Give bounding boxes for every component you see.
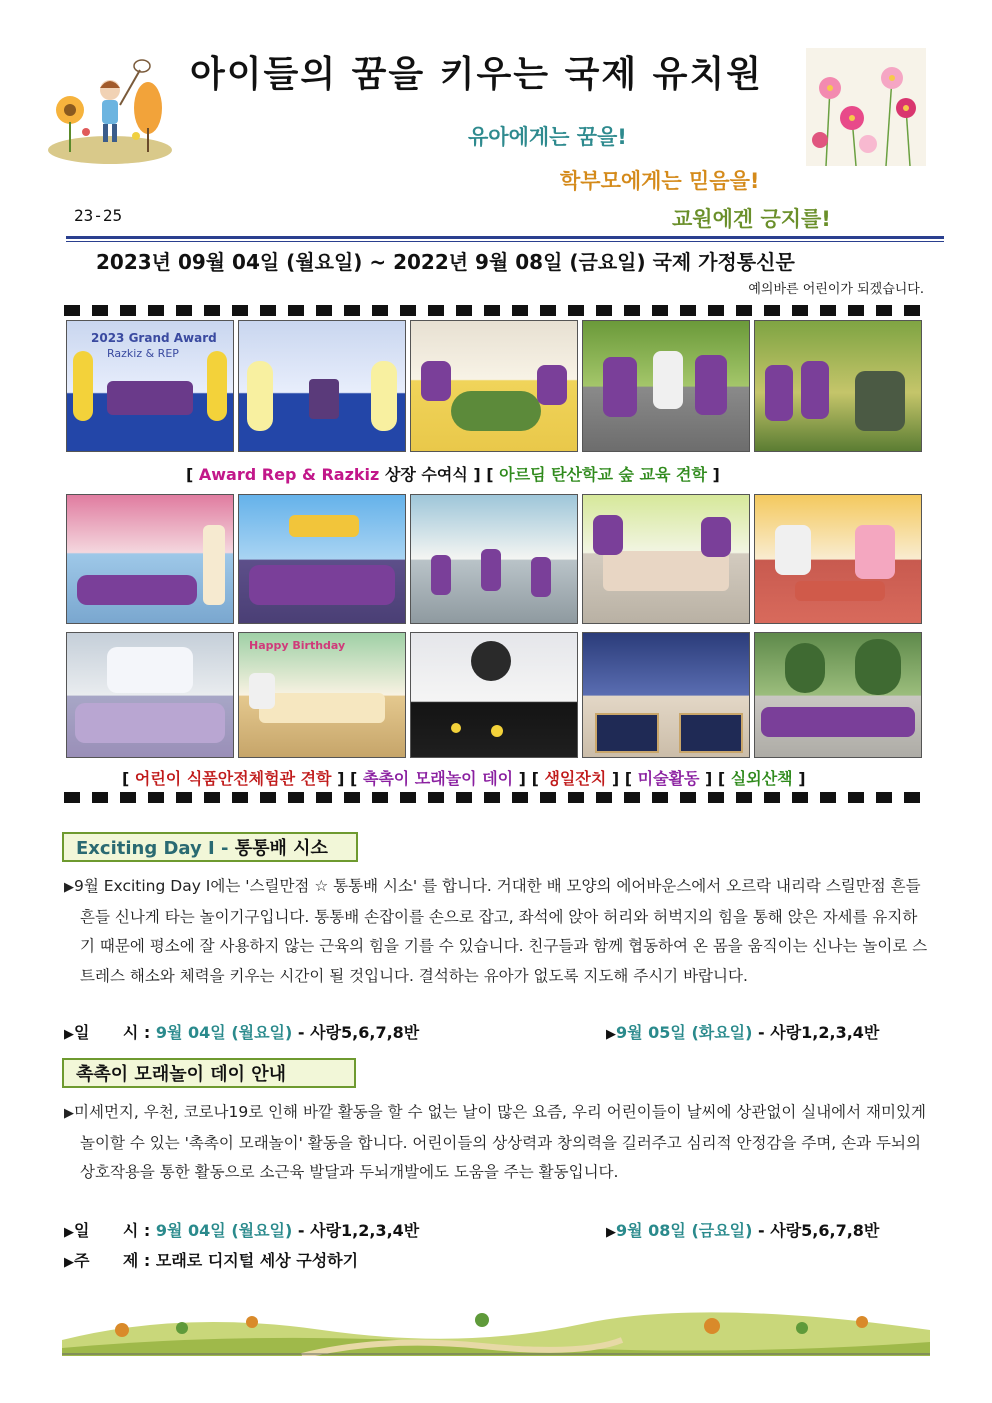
arrow-right-icon: ▶: [64, 1225, 74, 1240]
photo-art-starry-night: [582, 632, 750, 758]
caption-award: Award Rep & Razkiz: [198, 465, 380, 484]
issue-number: 23-25: [74, 206, 123, 225]
photo-outdoor-walk: [754, 632, 922, 758]
section1-schedule-row: [64, 1020, 419, 1043]
filmstrip-top: [64, 305, 926, 316]
arrow-right-icon: ▶: [64, 880, 74, 895]
schedule-date-2: 9월 08일 (금요일): [616, 1221, 753, 1240]
section1-text: 9월 Exciting Day Ⅰ에는 '스릴만점 ☆ 통통배 시소' 를 합니다. 거대한 배 모양의 에어바운스에서 오르락 내리락 스릴만점 흔들흔들 신나게 타는 놀이기구입니다. 통통배 손잡이를 손으로 잡고, 좌석에 앉아 허리와 허벅지의 힘을 통해 앉은 자세를 유지하기 때문에 평소에 잘 사용하지 않는 근육의 힘을 기를 수 있습니다. 친구들과 함께 협동하여 온 몸을 움직이는 신나는 놀이로 스트레스 해소와 체력을 키우는 시간이 될 것입니다. 결석하는 유아가 없도록 지도해 주시기 바랍니다.: [74, 877, 928, 985]
motto: 예의바른 어린이가 되겠습니다.: [748, 282, 924, 297]
caption-walk: 실외산책: [730, 769, 793, 788]
photo-dance-hall: [410, 494, 578, 624]
page-title: 아이들의 꿈을 키우는 국제 유치원: [190, 54, 763, 95]
section2-schedule-row: [64, 1218, 419, 1241]
cosmos-flowers-illustration: [806, 48, 926, 166]
header-divider: [66, 236, 944, 239]
header-divider-thin: [66, 241, 944, 242]
caption-bracket: [: [186, 465, 194, 484]
topic-label: 주 제 :: [74, 1251, 156, 1270]
schedule-label: 일 시 :: [74, 1221, 156, 1240]
caption-sand-day: 촉촉이 모래놀이 데이: [362, 769, 514, 788]
arrow-right-icon: ▶: [606, 1225, 616, 1240]
section-title-exciting-day: [62, 832, 358, 862]
schedule-date-2: 9월 05일 (화요일): [616, 1023, 753, 1042]
section2-schedule-row-2: [606, 1218, 879, 1241]
landscape-footer-illustration: [62, 1300, 930, 1356]
section2-text: 미세먼지, 우천, 코로나19로 인해 바깥 활동을 할 수 없는 날이 많은 요즘, 우리 어린이들이 날씨에 상관없이 실내에서 재미있게 놀이할 수 있는 '촉촉이 모래놀이' 활동을 합니다. 어린이들의 상상력과 창의력을 길러주고 심리적 안정감을 주며, 손과 두뇌의 상호작용을 통한 활동으로 소근육 발달과 두뇌개발에도 도움을 주는 활동입니다.: [74, 1103, 926, 1181]
gallery-caption-row3: [ 어린이 식품안전체험관 견학 ] [ 촉촉이 모래놀이 데이 ] [ 생일잔치 ] [ 미술활동 ] [ 실외산책 ]: [122, 769, 806, 788]
caption-bracket: ]: [712, 465, 720, 484]
photo-birthday-screen: [66, 632, 234, 758]
photo-forest-craft: [410, 320, 578, 452]
schedule-class-2: - 사랑5,6,7,8반: [752, 1221, 880, 1240]
newsletter-headline: 2023년 09월 04일 (월요일) ~ 2022년 9월 08일 (금요일) 국제 가정통신문: [96, 250, 795, 274]
caption-food-safety: 어린이 식품안전체험관 견학: [134, 769, 332, 788]
section-title-part2: 통통배 시소: [234, 838, 328, 859]
photo-text-birthday: Happy Birthday: [249, 639, 346, 652]
caption-art: 미술활동: [637, 769, 700, 788]
topic-value: 모래로 디지털 세상 구성하기: [155, 1251, 359, 1270]
photo-award-ceremony-2: [238, 320, 406, 452]
arrow-right-icon: ▶: [64, 1255, 74, 1270]
photo-forest-kids-2: [754, 320, 922, 452]
section2-topic-row: [64, 1248, 358, 1271]
section-title-part1: Exciting Day Ⅰ -: [76, 838, 235, 859]
schedule-class-1: - 사랑5,6,7,8반: [292, 1023, 420, 1042]
slogan-children: 유아에게는 꿈을!: [468, 125, 627, 149]
photo-sand-play-1: [582, 494, 750, 624]
section-title-sand-day: [62, 1058, 356, 1088]
caption-forest-visit: 아르딤 탄산학교 숲 교육 견학: [499, 465, 707, 484]
section1-body: [64, 872, 930, 991]
photo-award-ceremony-1: [66, 320, 234, 452]
caption-bracket: ] [: [473, 465, 494, 484]
photo-birthday-party: [238, 632, 406, 758]
photo-text-razkiz: Razkiz & REP: [107, 347, 179, 360]
caption-award-ceremony: 상장 수여식: [384, 465, 468, 484]
section2-body: [64, 1098, 930, 1188]
photo-food-safety-1: [66, 494, 234, 624]
schedule-class-1: - 사랑1,2,3,4반: [292, 1221, 420, 1240]
photo-art-boy: [410, 632, 578, 758]
photo-sand-play-2: [754, 494, 922, 624]
kids-playing-illustration: [40, 50, 180, 170]
gallery-caption-row1: [186, 462, 720, 485]
slogan-teachers: 교원에겐 긍지를!: [672, 207, 831, 231]
schedule-date-1: 9월 04일 (월요일): [155, 1221, 293, 1240]
arrow-right-icon: ▶: [64, 1027, 74, 1042]
schedule-label: 일 시 :: [74, 1023, 156, 1042]
slogan-parents: 학부모에게는 믿음을!: [560, 169, 760, 193]
arrow-right-icon: ▶: [64, 1106, 74, 1121]
photo-forest-kids-1: [582, 320, 750, 452]
section-title-text: 촉촉이 모래놀이 데이 안내: [76, 1064, 287, 1085]
arrow-right-icon: ▶: [606, 1027, 616, 1042]
photo-food-safety-2: [238, 494, 406, 624]
filmstrip-bottom: [64, 792, 926, 803]
schedule-date-1: 9월 04일 (월요일): [155, 1023, 293, 1042]
section1-schedule-row-2: [606, 1020, 879, 1043]
schedule-class-2: - 사랑1,2,3,4반: [752, 1023, 880, 1042]
photo-text-grand-award: 2023 Grand Award: [91, 331, 217, 345]
caption-birthday: 생일잔치: [544, 769, 607, 788]
